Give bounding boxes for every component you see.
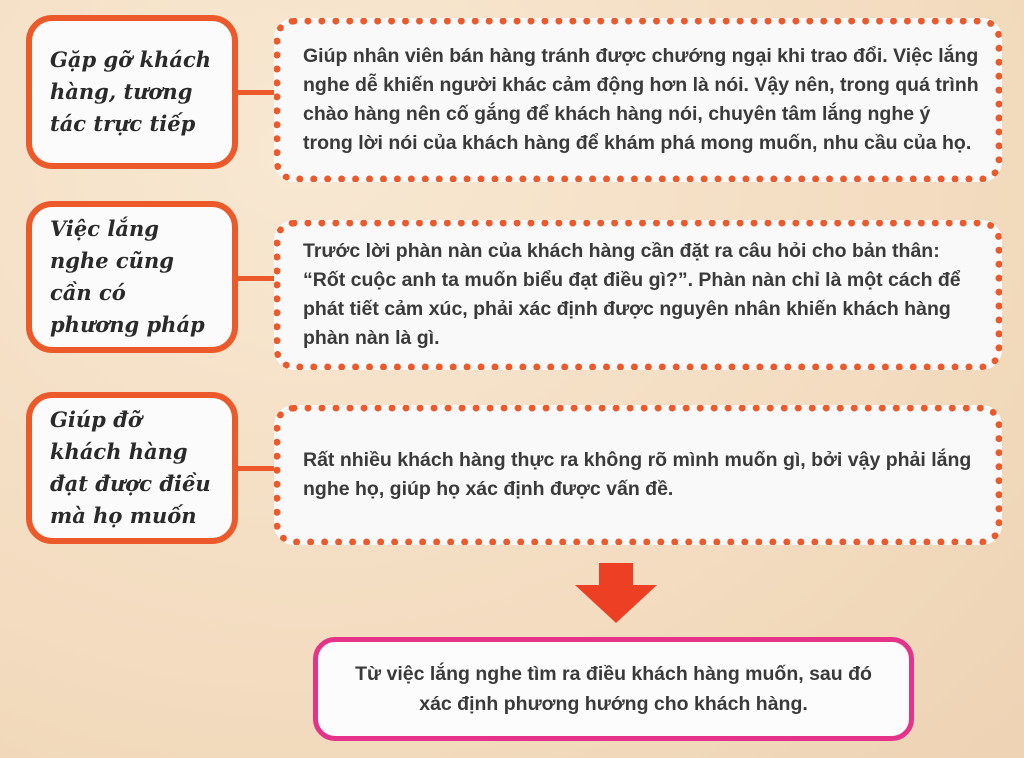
label-box-2 (26, 201, 238, 353)
description-box-2 (274, 220, 1002, 370)
description-text-1: Giúp nhân viên bán hàng tránh được chướng ngại khi trao đổi. Việc lắng nghe dễ khiến người khác cảm động hơn là nói. Vậy nên, trong quá trình chào hàng nên cố gắng để khách hàng nói, chuyên tâm lắng nghe ý trong lời nói của khách hàng để khám phá mong muốn, nhu cầu của họ. (303, 45, 979, 154)
label-box-3 (26, 392, 238, 544)
down-arrow-icon (575, 563, 657, 623)
connector-line-3 (238, 466, 276, 471)
label-text-1: Gặp gỡ khách hàng, tương tác trực tiếp (50, 47, 212, 136)
conclusion-text: Từ việc lắng nghe tìm ra điều khách hàng muốn, sau đó xác định phương hướng cho khách hàng. (355, 663, 872, 715)
description-text-2: Trước lời phàn nàn của khách hàng cần đặt ra câu hỏi cho bản thân: “Rốt cuộc anh ta muốn biểu đạt điều gì?”. Phàn nàn chỉ là một cách để phát tiết cảm xúc, phải xác định được nguyên nhân khiến khách hàng phàn nàn là gì. (303, 240, 961, 349)
down-arrow-shape (575, 563, 657, 623)
description-box-3 (274, 405, 1002, 545)
label-text-2: Việc lắng nghe cũng cần có phương pháp (50, 216, 205, 337)
connector-line-2 (238, 276, 276, 281)
label-text-3: Giúp đỡ khách hàng đạt được điều mà họ muốn (50, 407, 211, 528)
conclusion-box (313, 637, 914, 741)
connector-line-1 (238, 90, 276, 95)
description-text-3: Rất nhiều khách hàng thực ra không rõ mình muốn gì, bởi vậy phải lắng nghe họ, giúp họ xác định được vấn đề. (303, 449, 972, 500)
label-box-1 (26, 15, 238, 169)
description-box-1 (274, 18, 1002, 182)
